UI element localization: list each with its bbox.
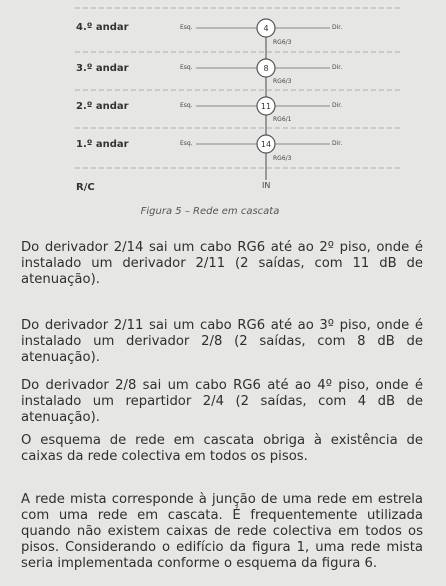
- cascade-network-figure: [0, 0, 446, 205]
- paragraph-1: Do derivador 2/14 sai um cabo RG6 até ao 2º piso, onde é instalado um derivador 2/11 (2 saídas, com 11 dB de atenuação).: [21, 240, 423, 287]
- paragraph-5: A rede mista corresponde à junção de uma rede em estrela com uma rede em cascata. É frequentemente utilizada quando não existem caixas de rede colectiva em todos os pisos. Considerando o edifício da figura 1, uma rede mista seria implementada conforme o esquema da figura 6.: [21, 492, 423, 571]
- paragraph-4: O esquema de rede em cascata obriga à existência de caixas da rede colectiva em todos os pisos.: [21, 433, 423, 464]
- outlet-lines: [196, 28, 330, 144]
- figure-caption: Figura 5 – Rede em cascata: [140, 206, 280, 217]
- splitter-value: 11: [260, 102, 272, 111]
- cable-label: RG6/3: [273, 39, 292, 46]
- cable-label: RG6/3: [273, 78, 292, 85]
- splitter-value: 4: [263, 24, 269, 33]
- right-label: Dir.: [332, 140, 343, 147]
- floor-label-3: 3.º andar: [76, 63, 129, 74]
- floor-label-4: 4.º andar: [76, 22, 129, 33]
- floor-label-1: 1.º andar: [76, 139, 129, 150]
- floor-label-2: 2.º andar: [76, 101, 129, 112]
- cable-label: RG6/3: [273, 155, 292, 162]
- right-label: Dir.: [332, 102, 343, 109]
- left-label: Esq.: [180, 64, 193, 71]
- cable-label: RG6/1: [273, 116, 292, 123]
- left-label: Esq.: [180, 24, 193, 31]
- cascade-diagram: [0, 0, 446, 205]
- floor-label-ground: R/C: [76, 182, 95, 193]
- input-label: IN: [262, 181, 271, 190]
- right-label: Dir.: [332, 64, 343, 71]
- right-label: Dir.: [332, 24, 343, 31]
- left-label: Esq.: [180, 102, 193, 109]
- left-label: Esq.: [180, 140, 193, 147]
- paragraph-2: Do derivador 2/11 sai um cabo RG6 até ao 3º piso, onde é instalado um derivador 2/8 (2 saídas, com 8 dB de atenuação).: [21, 318, 423, 365]
- paragraph-3: Do derivador 2/8 sai um cabo RG6 até ao 4º piso, onde é instalado um repartidor 2/4 (2 saídas, com 4 dB de atenuação).: [21, 378, 423, 425]
- splitter-value: 14: [260, 140, 272, 149]
- splitter-value: 8: [263, 64, 269, 73]
